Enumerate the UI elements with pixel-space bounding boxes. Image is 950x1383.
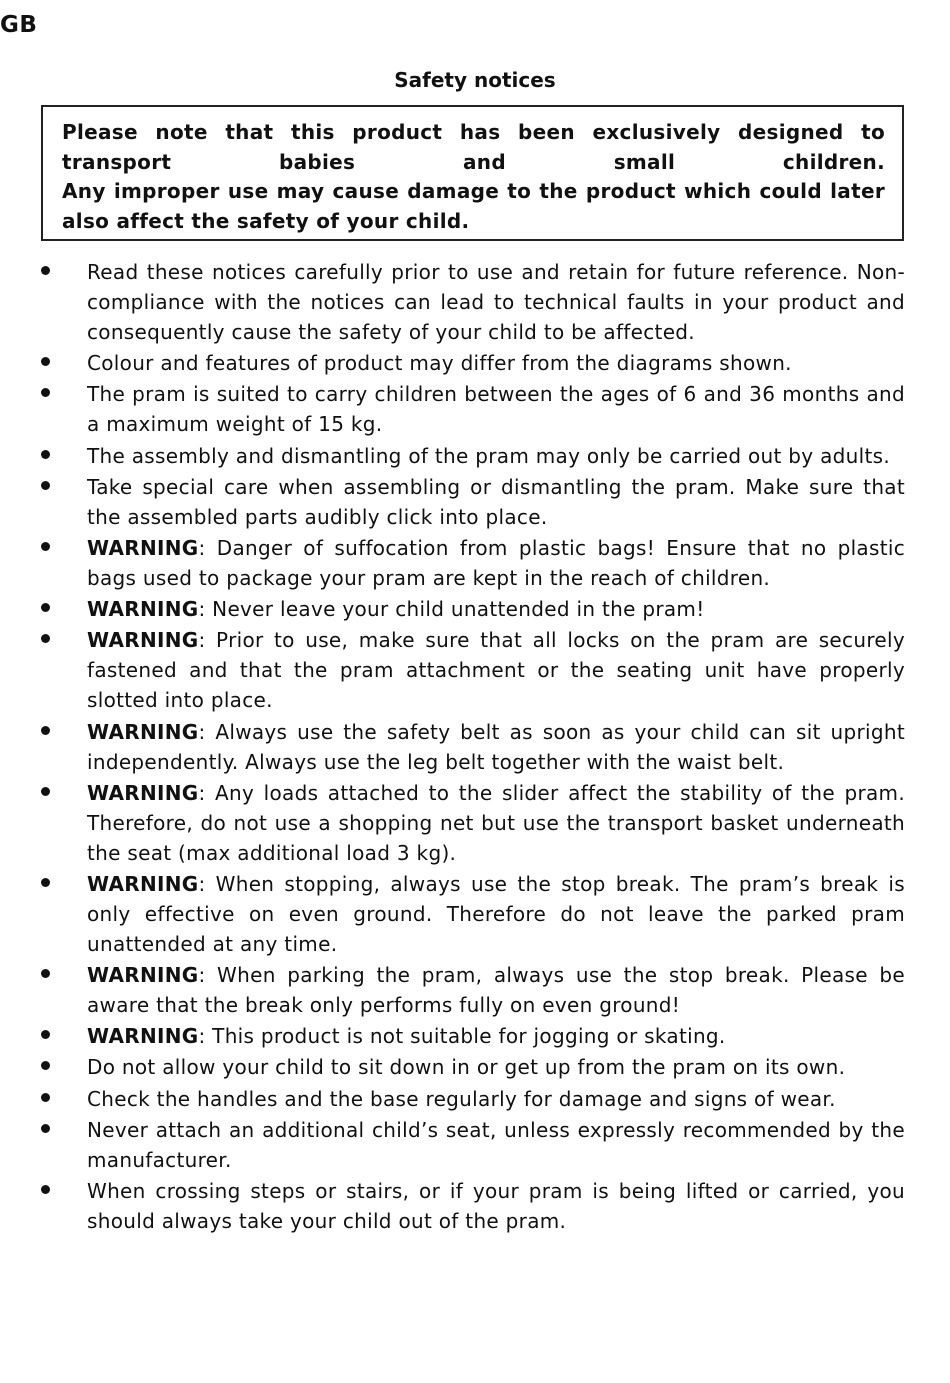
bullet-icon: [41, 1093, 50, 1102]
list-item: [0, 257, 950, 347]
bullet-icon: [41, 450, 50, 459]
list-item: [0, 472, 950, 532]
list-item: [0, 717, 950, 777]
warning-label: WARNING: [87, 963, 199, 988]
list-item: [0, 594, 950, 624]
notice-text: : Never leave your child unattended in the pram!: [198, 597, 705, 622]
list-item: [0, 869, 950, 959]
bullet-icon: [41, 1124, 50, 1133]
bullet-icon: [41, 1061, 50, 1070]
bullet-icon: [41, 542, 50, 551]
list-item: [0, 1115, 950, 1175]
bullet-icon: [41, 603, 50, 612]
bullet-icon: [41, 1030, 50, 1039]
notice-text: Read these notices carefully prior to use and retain for future reference. Non-compliance with the notices can lead to technical faults in your product and consequently cause the safety of your child to be affected.: [87, 260, 905, 344]
warning-label: WARNING: [87, 628, 199, 653]
warning-label: WARNING: [87, 1024, 199, 1049]
notice-line-1: Please note that this product has been exclusively designed to: [62, 120, 885, 144]
bullet-icon: [41, 969, 50, 978]
notice-text: : When stopping, always use the stop break. The pram’s break is only effective on even ground. Therefore do not leave the parked pram unattended at any time.: [87, 871, 905, 956]
notice-text: : Danger of suffocation from plastic bags! Ensure that no plastic bags used to package your pram are kept in the reach of children.: [87, 535, 905, 590]
list-item: [0, 533, 950, 593]
important-notice-text: [62, 118, 885, 236]
notice-text: Check the handles and the base regularly for damage and signs of wear.: [87, 1086, 836, 1111]
safety-notices-list: [0, 257, 950, 1237]
language-code: GB: [0, 12, 38, 38]
important-notice-box: [41, 105, 904, 241]
bullet-icon: [41, 481, 50, 490]
notice-text: The assembly and dismantling of the pram may only be carried out by adults.: [87, 443, 890, 468]
list-item: [0, 625, 950, 715]
notice-text: Never attach an additional child’s seat, unless expressly recommended by the manufacturer.: [87, 1117, 905, 1172]
list-item: [0, 379, 950, 439]
warning-label: WARNING: [87, 871, 199, 896]
bullet-icon: [41, 1185, 50, 1194]
bullet-icon: [41, 634, 50, 643]
list-item: [0, 1176, 950, 1236]
list-item: [0, 1052, 950, 1082]
notice-line-3: Any improper use may cause damage to the product which could later also affect the safety of your child.: [62, 179, 885, 233]
bullet-icon: [41, 878, 50, 887]
notice-text: The pram is suited to carry children between the ages of 6 and 36 months and a maximum weight of 15 kg.: [87, 382, 905, 437]
notice-text: : This product is not suitable for jogging or skating.: [198, 1024, 726, 1049]
notice-text: : When parking the pram, always use the stop break. Please be aware that the break only performs fully on even ground!: [87, 963, 905, 1018]
notice-text: : Any loads attached to the slider affect the stability of the pram. Therefore, do not use a shopping net but use the transport basket underneath the seat (max additional load 3 kg).: [87, 780, 905, 865]
notice-line-2: transport babies and small children.: [62, 149, 885, 174]
notice-text: Take special care when assembling or dismantling the pram. Make sure that the assembled parts audibly click into place.: [87, 474, 905, 529]
notice-text: : Prior to use, make sure that all locks on the pram are securely fastened and that the pram attachment or the seating unit have properly slotted into place.: [87, 628, 905, 713]
list-item: [0, 441, 950, 471]
bullet-icon: [41, 787, 50, 796]
list-item: [0, 1021, 950, 1051]
warning-label: WARNING: [87, 719, 199, 744]
list-item: [0, 348, 950, 378]
warning-label: WARNING: [87, 535, 199, 560]
notice-text: Colour and features of product may differ from the diagrams shown.: [87, 351, 792, 376]
bullet-icon: [41, 357, 50, 366]
notice-text: When crossing steps or stairs, or if your pram is being lifted or carried, you should always take your child out of the pram.: [87, 1179, 905, 1233]
page-title: Safety notices: [394, 68, 556, 92]
list-item: [0, 960, 950, 1020]
warning-label: WARNING: [87, 597, 199, 622]
bullet-icon: [41, 726, 50, 735]
bullet-icon: [41, 388, 50, 397]
list-item: [0, 778, 950, 868]
notice-text: Do not allow your child to sit down in or get up from the pram on its own.: [87, 1055, 846, 1080]
notice-text: : Always use the safety belt as soon as your child can sit upright independently. Always use the leg belt together with the waist belt.: [87, 719, 905, 774]
list-item: [0, 1084, 950, 1114]
bullet-icon: [41, 266, 50, 275]
warning-label: WARNING: [87, 780, 199, 805]
